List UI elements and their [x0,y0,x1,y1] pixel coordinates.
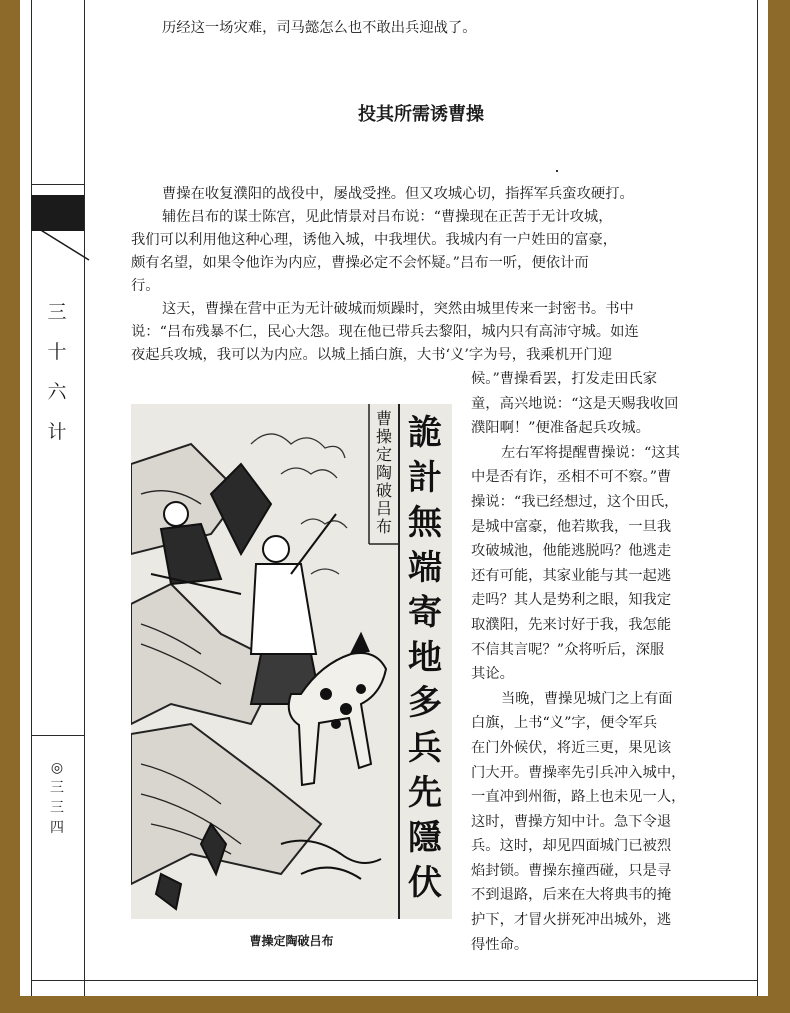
book-title-char: 计 [47,421,67,443]
top-line: 历经这一场灾难，司马懿怎么也不敢出兵迎战了。 [162,20,477,36]
text-line: 中是否有诈，丞相不可不察。”曹 [471,469,672,486]
frame-right-rule [757,0,758,996]
margin-divider-top [31,184,84,185]
inscription-small-char: 吕 [375,499,393,518]
book-title-char: 三 [47,301,67,323]
text-line: 辅佐吕布的谋士陈宫，见此情景对吕布说：“曹操现在正苦于无计攻城， [162,209,613,225]
book-title-vertical [40,292,74,452]
text-line: 焰封锁。曹操东撞西碰，只是寻 [471,862,672,879]
text-line: 夜起兵攻城，我可以为内应。以城上插白旗，大书‘义’字为号，我乘机开门迎 [131,347,612,363]
text-line: 行。 [131,278,160,294]
inscription-char: 詭 [408,413,442,453]
inscription-char: 多 [408,683,442,723]
page-number-char: 三 [50,780,64,796]
frame-left-rule [31,0,32,996]
text-line: 这时，曹操方知中计。急下令退 [471,813,672,830]
text-line: 一直冲到州衙，路上也未见一人， [471,789,686,806]
text-line: 左右军将提醒曹操说：“这其 [501,444,680,461]
text-line: 这天，曹操在营中正为无计破城而烦躁时，突然由城里传来一封密书。书中 [162,301,634,317]
text-line: 候。”曹操看罢，打发走田氏家 [471,371,658,387]
page-number-vertical [40,758,74,838]
inscription-char: 隱 [408,818,442,858]
inscription-small-char: 陶 [375,463,393,482]
margin-diagonal-rule [31,222,91,262]
text-line: 操说：“我已经想过，这个田氏， [471,493,679,510]
inscription-char: 先 [408,773,442,813]
inscription-char: 伏 [408,863,442,903]
text-line: 得性命。 [471,936,529,953]
book-title-char: 六 [47,381,67,403]
text-line: 濮阳啊！”便准备起兵攻城。 [471,420,650,437]
text-line: 在门外候伏，将近三更，果见该 [471,739,672,756]
stray-dot [556,170,558,172]
text-line: 白旗，上书“义”字，便令军兵 [471,715,658,732]
text-line: 是城中富豪，他若欺我，一旦我 [471,518,672,535]
text-line: 其论。 [471,666,514,683]
text-line: 不到退路，后来在大将典韦的掩 [471,887,672,904]
text-line: 我们可以利用他这种心理，诱他入城，中我埋伏。我城内有一户姓田的富豪， [131,232,618,248]
inscription-char: 計 [408,458,442,498]
margin-divider-bottom [31,735,84,736]
inscription-char: 寄 [408,593,442,633]
text-line: 曹操在收复濮阳的战役中，屡战受挫。但又攻城心切，指挥军兵蛮攻硬打。 [162,186,634,202]
text-line: 走吗？其人是势利之眼，知我定 [471,592,672,609]
text-line: 攻破城池，他能逃脱吗？他逃走 [471,543,672,560]
text-line: 童，高兴地说：“这是天赐我收回 [471,395,679,412]
inscription-small-char: 曹 [375,409,393,428]
section-title: 投其所需诱曹操 [358,104,484,125]
inscription-small-char: 布 [375,517,393,536]
text-line: 当晚，曹操见城门之上有面 [501,690,673,707]
book-title-char: 十 [47,341,67,363]
text-line: 护下，才冒火拼死冲出城外，逃 [471,912,672,929]
frame-bottom-rule [31,980,758,981]
illustration-caption: 曹操定陶破吕布 [249,934,334,948]
inscription-char: 地 [408,638,442,678]
inscription-char: 端 [408,548,442,588]
margin-rule [84,0,85,996]
text-line: 颇有名望，如果令他诈为内应，曹操必定不会怀疑。”吕布一听，便依计而 [131,255,589,271]
narrow-paragraph [471,367,711,957]
inscription-small-char: 破 [375,481,393,500]
woodcut-drawing [131,404,452,919]
text-line: 门大开。曹操率先引兵冲入城中， [471,764,686,781]
text-line: 说：“吕布残暴不仁，民心大怨。现在他已带兵去黎阳，城内只有高沛守城。如连 [131,324,639,340]
page-number-char: 四 [50,820,64,836]
inscription-small-char: 操 [375,427,393,446]
woodcut-illustration [131,404,452,919]
inscription-char: 兵 [408,728,442,768]
page-number-char: 三 [50,800,64,816]
page-marker-icon: ◎ [50,760,64,776]
inscription-char: 無 [408,503,442,543]
wide-paragraph [131,183,711,367]
text-line: 兵。这时，却见四面城门已被烈 [471,838,672,855]
inscription-small-char: 定 [375,445,393,464]
text-line: 还有可能，其家业能与其一起逃 [471,567,672,584]
text-line: 不信其言呢？”众将听后，深服 [471,641,665,658]
text-line: 取濮阳，先来讨好于我，我怎能 [471,616,672,633]
